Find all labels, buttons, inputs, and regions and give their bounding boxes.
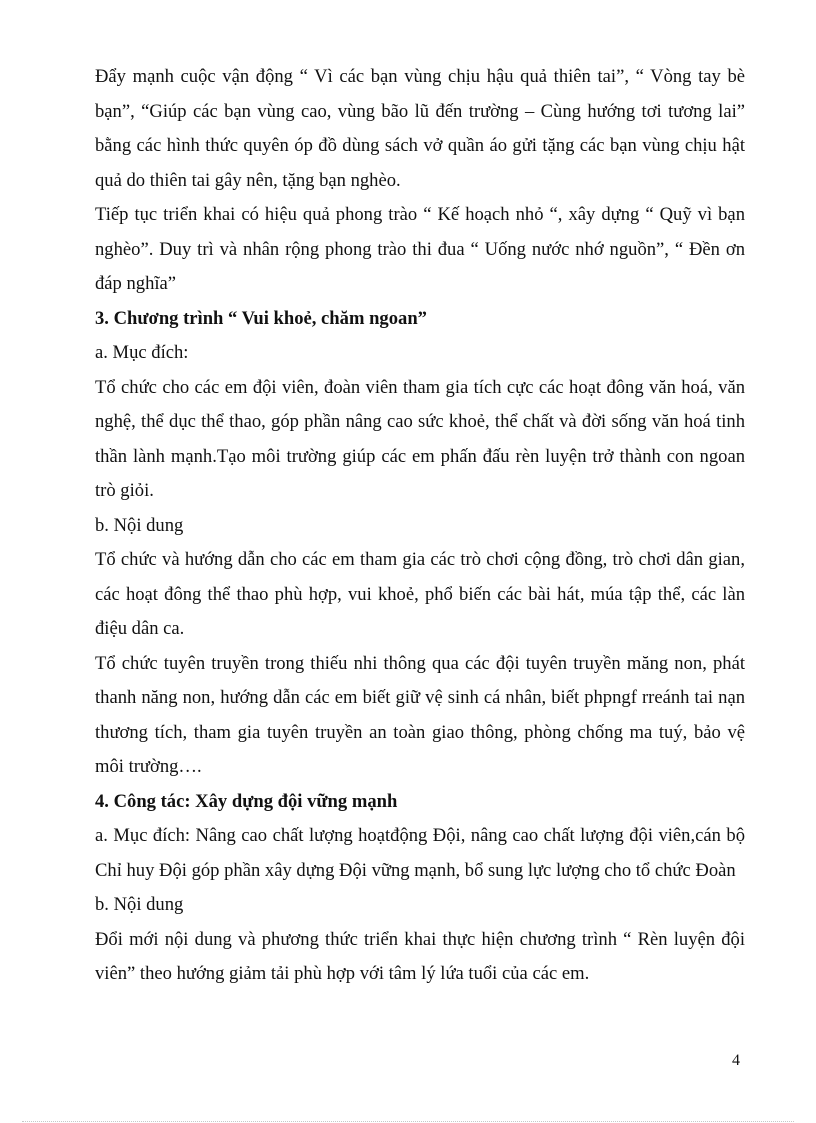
page-body xyxy=(95,60,745,992)
subheading-content: b. Nội dung xyxy=(95,514,184,536)
paragraph-propaganda: Tổ chức tuyên truyền trong thiếu nhi thông qua các đội tuyên truyền măng non, phát thanh năng non, hướng dẫn các em biết giữ vệ sinh cá nhân, biết phpngf rreánh tai nạn thương tích, tham gia tuyên truyền an toàn giao thông, phòng chống ma tuý, bảo vệ môi trường…. xyxy=(95,652,745,777)
paragraph-small-plan: Tiếp tục triển khai có hiệu quả phong trào “ Kế hoạch nhỏ “, xây dựng “ Quỹ vì bạn nghèo”. Duy trì và nhân rộng phong trào thi đua “ Uống nước nhớ nguồn”, “ Đền ơn đáp nghĩa” xyxy=(95,204,745,294)
subheading-purpose: a. Mục đích: xyxy=(95,342,189,363)
section-heading-4: 4. Công tác: Xây dựng đội vững mạnh xyxy=(95,790,398,812)
subheading-content-4: b. Nội dung xyxy=(95,894,184,915)
paragraph-purpose: Tổ chức cho các em đội viên, đoàn viên tham gia tích cực các hoạt đông văn hoá, văn nghệ, thể dục thể thao, góp phần nâng cao sức khoẻ, thể chất và đời sống văn hoá tinh thần lành mạnh.Tạo môi trường giúp các em phấn đấu rèn luyện trở thành con ngoan trò giỏi. xyxy=(95,376,745,501)
paragraph-renewal: Đổi mới nội dung và phương thức triển khai thực hiện chương trình “ Rèn luyện đội viên” theo hướng giảm tải phù hợp với tâm lý lứa tuổi của các em. xyxy=(95,928,745,984)
paragraph-purpose-4: a. Mục đích: Nâng cao chất lượng hoạtđộng Đội, nâng cao chất lượng đội viên,cán bộ Chỉ huy Đội góp phần xây dựng Đội vững mạnh, bổ sung lực lượng cho tổ chức Đoàn xyxy=(95,825,745,881)
section-heading-3: 3. Chương trình “ Vui khoẻ, chăm ngoan” xyxy=(95,307,427,329)
paragraph-activities: Tổ chức và hướng dẫn cho các em tham gia các trò chơi cộng đồng, trò chơi dân gian, các hoạt đông thể thao phù hợp, vui khoẻ, phổ biến các bài hát, múa tập thể, các làn điệu dân ca. xyxy=(95,549,745,639)
paragraph-campaign: Đẩy mạnh cuộc vận động “ Vì các bạn vùng chịu hậu quả thiên tai”, “ Vòng tay bè bạn”, “Giúp các bạn vùng cao, vùng bão lũ đến trường – Cùng hướng tơi tương lai” bằng các hình thức quyên óp đồ dùng sách vở quần áo gửi tặng các bạn vùng chịu hật quả do thiên tai gây nên, tặng bạn nghèo. xyxy=(95,66,745,191)
page-number: 4 xyxy=(732,1052,740,1069)
page-bottom-border xyxy=(22,1121,794,1122)
